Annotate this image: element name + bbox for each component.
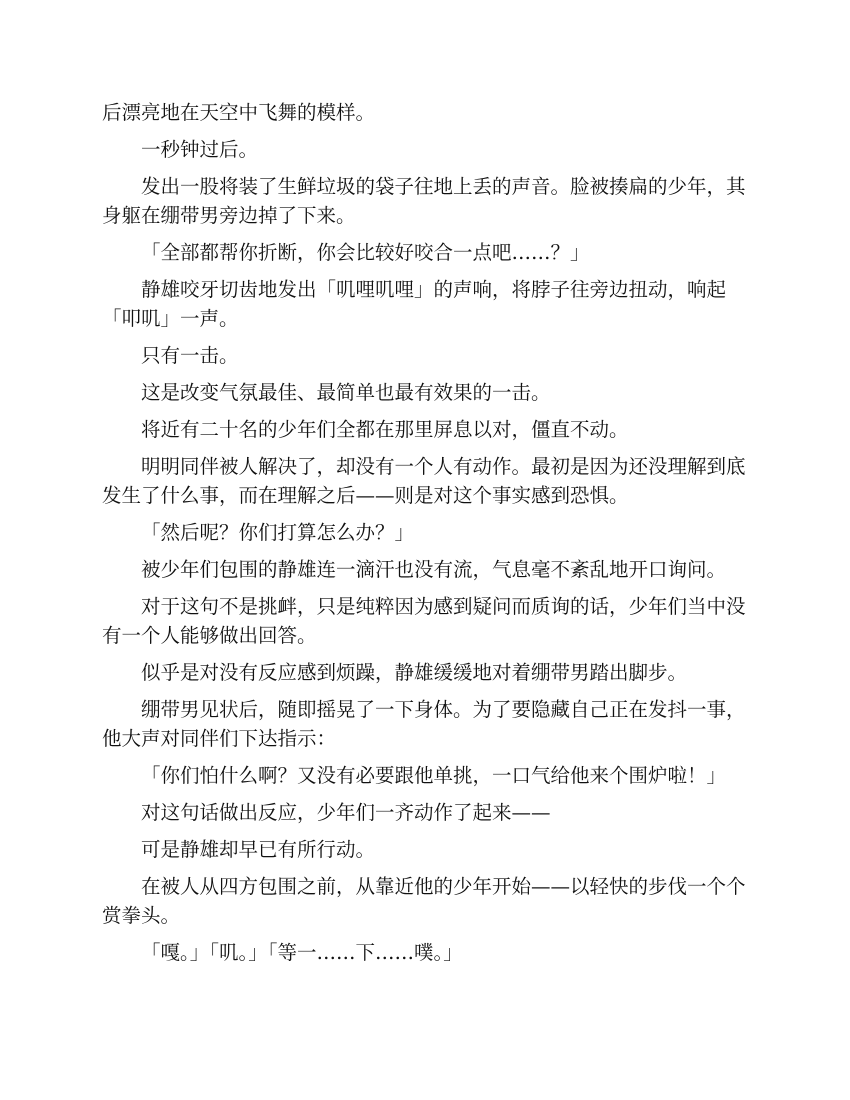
paragraph-18: 在被人从四方包围之前，从靠近他的少年开始——以轻快的步伐一个个赏拳头。 <box>102 875 746 927</box>
paragraph-2: 一秒钟过后。 <box>141 138 259 161</box>
paragraph-14: 绷带男见状后，随即摇晃了一下身体。为了要隐藏自己正在发抖一事，他大声对同伴们下达指示： <box>102 698 746 750</box>
paragraph-3: 发出一股将装了生鲜垃圾的袋子往地上丢的声音。脸被揍扁的少年，其身躯在绷带男旁边掉了下来。 <box>102 175 746 227</box>
dialogue-2: 「然后呢？你们打算怎么办？」 <box>141 521 415 544</box>
paragraph-13: 似乎是对没有反应感到烦躁，静雄缓缓地对着绷带男踏出脚步。 <box>141 661 688 684</box>
dialogue-1: 「全部都帮你折断，你会比较好咬合一点吧……？」 <box>141 241 590 264</box>
paragraph-17: 可是静雄却早已有所行动。 <box>141 838 376 861</box>
paragraph-7: 这是改变气氛最佳、最简单也最有效果的一击。 <box>141 381 551 404</box>
dialogue-4: 「嘎。」「叽。」「等一……下……噗。」 <box>141 941 463 964</box>
paragraph-9: 明明同伴被人解决了，却没有一个人有动作。最初是因为还没理解到底发生了什么事，而在理解之后——则是对这个事实感到恐惧。 <box>102 455 746 507</box>
story-text <box>102 98 752 975</box>
paragraph-12: 对于这句不是挑衅，只是纯粹因为感到疑问而质询的话，少年们当中没有一个人能够做出回答。 <box>102 595 746 647</box>
paragraph-1: 后漂亮地在天空中飞舞的模样。 <box>102 101 376 124</box>
paragraph-11: 被少年们包围的静雄连一滴汗也没有流，气息毫不紊乱地开口询问。 <box>141 558 727 581</box>
paragraph-5: 静雄咬牙切齿地发出「叽哩叽哩」的声响，将脖子往旁边扭动，响起「叩叽」一声。 <box>102 278 727 330</box>
dialogue-3: 「你们怕什么啊？又没有必要跟他单挑，一口气给他来个围炉啦！」 <box>141 764 727 787</box>
paragraph-16: 对这句话做出反应，少年们一齐动作了起来—— <box>141 801 551 824</box>
paragraph-6: 只有一击。 <box>141 344 239 367</box>
paragraph-8: 将近有二十名的少年们全都在那里屏息以对，僵直不动。 <box>141 418 629 441</box>
